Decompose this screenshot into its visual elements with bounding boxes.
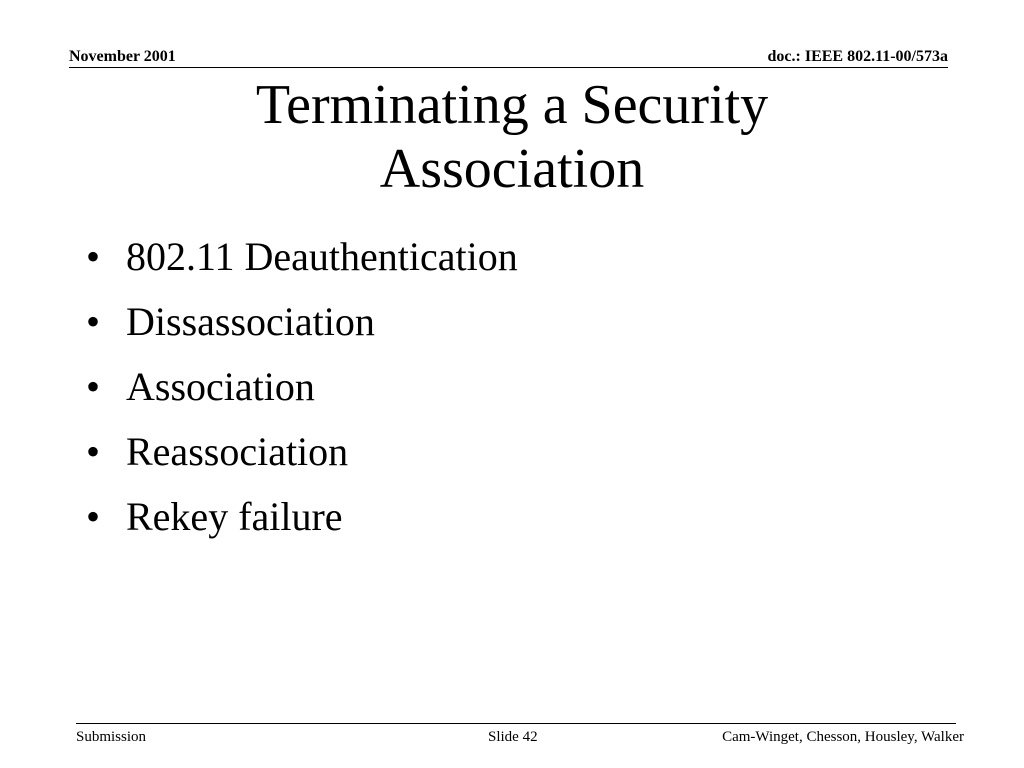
header-doc-id: doc.: IEEE 802.11-00/573a <box>767 48 948 65</box>
bullet-text: Association <box>126 364 315 409</box>
footer-divider <box>76 723 956 724</box>
bullet-text: 802.11 Deauthentication <box>126 234 518 279</box>
header-date: November 2001 <box>69 48 176 65</box>
bullet-text: Dissassociation <box>126 299 375 344</box>
bullet-icon: • <box>86 364 101 409</box>
bullet-icon: • <box>86 429 101 474</box>
bullet-item <box>86 361 518 426</box>
bullet-text: Reassociation <box>126 429 349 474</box>
footer-slide-number: Slide 42 <box>488 729 538 745</box>
slide-title-line-2: Association <box>379 138 645 200</box>
bullet-item <box>86 296 518 361</box>
bullet-item <box>86 231 518 296</box>
footer-authors: Cam-Winget, Chesson, Housley, Walker <box>722 729 964 745</box>
bullet-icon: • <box>86 494 101 539</box>
bullet-icon: • <box>86 299 101 344</box>
bullet-item <box>86 491 518 556</box>
slide-title <box>112 73 912 201</box>
slide-title-line-1: Terminating a Security <box>255 74 769 136</box>
footer-submission: Submission <box>76 729 147 745</box>
header-divider <box>69 67 948 68</box>
bullet-item <box>86 426 518 491</box>
bullet-list <box>86 231 518 556</box>
bullet-icon: • <box>86 234 101 279</box>
bullet-text: Rekey failure <box>126 494 343 539</box>
